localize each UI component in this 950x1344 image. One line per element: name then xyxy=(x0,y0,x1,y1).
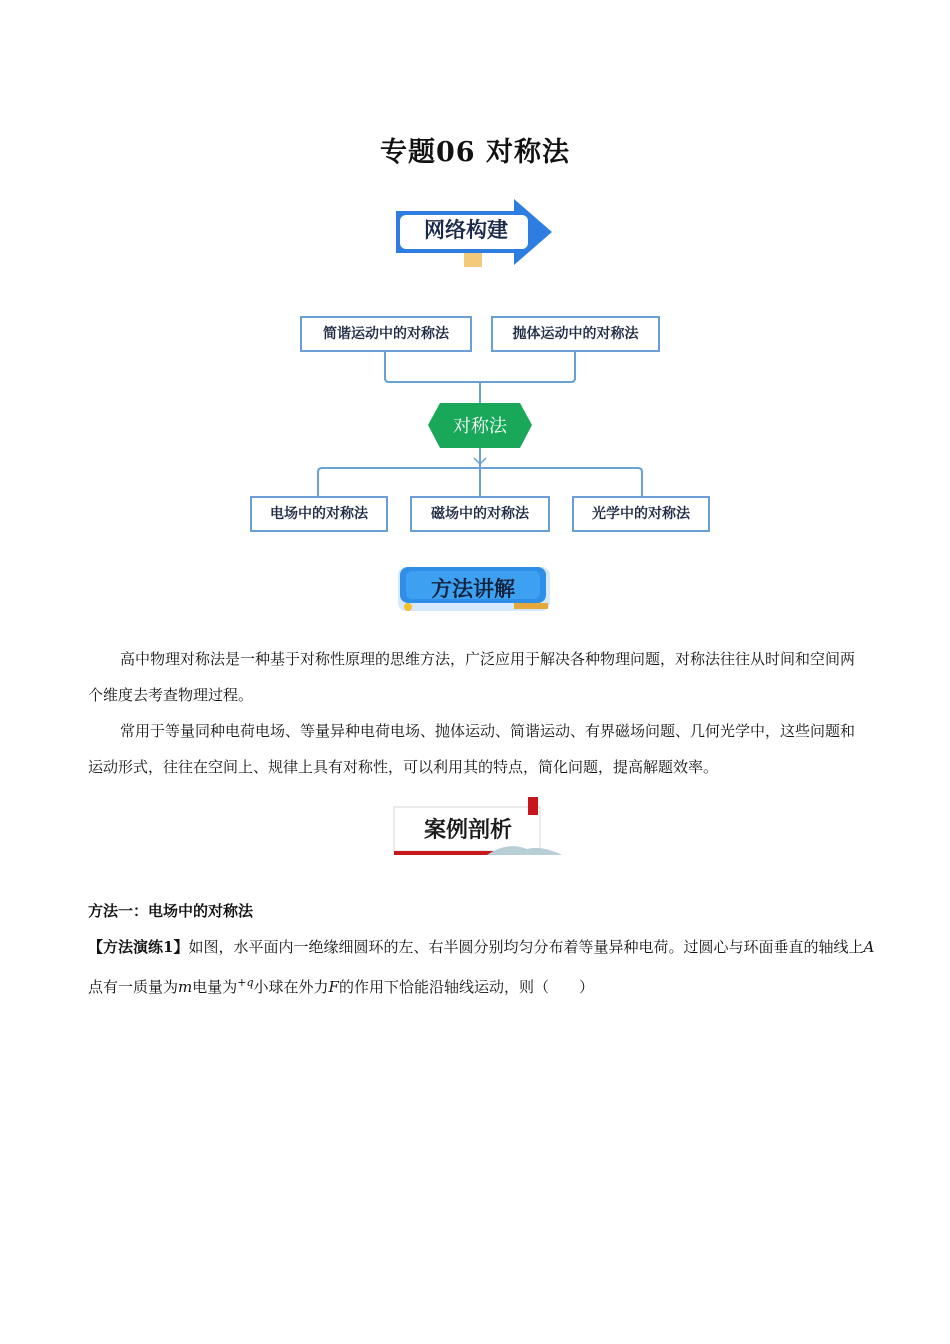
mind-node-bottom-3: 光学中的对称法 xyxy=(572,496,710,532)
mind-node-top-2: 抛体运动中的对称法 xyxy=(491,316,660,352)
var-q-sign: + xyxy=(237,976,247,989)
var-F: F xyxy=(328,978,339,996)
section-heading: 方法一：电场中的对称法 xyxy=(88,902,254,920)
exercise-text-e: 的作用下恰能沿轴线运动，则（ ） xyxy=(338,978,594,996)
mind-map xyxy=(240,310,720,540)
exercise-text xyxy=(88,929,878,1005)
exercise-text-b: 点有一质量为 xyxy=(88,978,179,996)
mind-node-top-1: 简谐运动中的对称法 xyxy=(300,316,472,352)
exercise-label: 【方法演练1】 xyxy=(88,938,189,956)
var-A: A xyxy=(863,938,875,956)
page-title: 专题06 对称法 xyxy=(380,137,570,168)
var-m: m xyxy=(178,978,193,996)
method-banner xyxy=(396,565,554,617)
method-paragraph-1 xyxy=(88,641,868,713)
network-banner-label: 网络构建 xyxy=(424,218,508,242)
case-banner-label: 案例剖析 xyxy=(423,818,512,843)
method-paragraph-1-text: 高中物理对称法是一种基于对称性原理的思维方法，广泛应用于解决各种物理问题，对称法往往从时间和空间两个维度去考查物理过程。 xyxy=(88,650,856,704)
mind-node-bottom-1: 电场中的对称法 xyxy=(250,496,388,532)
method-paragraph-2 xyxy=(88,713,868,785)
mind-node-center: 对称法 xyxy=(453,416,507,437)
network-banner xyxy=(392,197,558,269)
exercise-text-c: 电量为 xyxy=(192,978,238,996)
method-paragraph-2-text: 常用于等量同种电荷电场、等量异种电荷电场、抛体运动、简谐运动、有界磁场问题、几何光学中，这些问题和运动形式，往往在空间上、规律上具有对称性，可以利用其的特点，简化问题，提高解题效率。 xyxy=(88,722,856,776)
var-q: q xyxy=(246,976,254,989)
case-banner xyxy=(392,797,566,861)
exercise-text-a: 如图，水平面内一绝缘细圆环的左、右半圆分别均匀分布着等量异种电荷。过圆心与环面垂直的轴线上 xyxy=(188,938,864,956)
exercise-text-d: 小球在外力 xyxy=(253,978,329,996)
mind-node-bottom-2: 磁场中的对称法 xyxy=(410,496,550,532)
method-banner-label: 方法讲解 xyxy=(431,577,515,601)
